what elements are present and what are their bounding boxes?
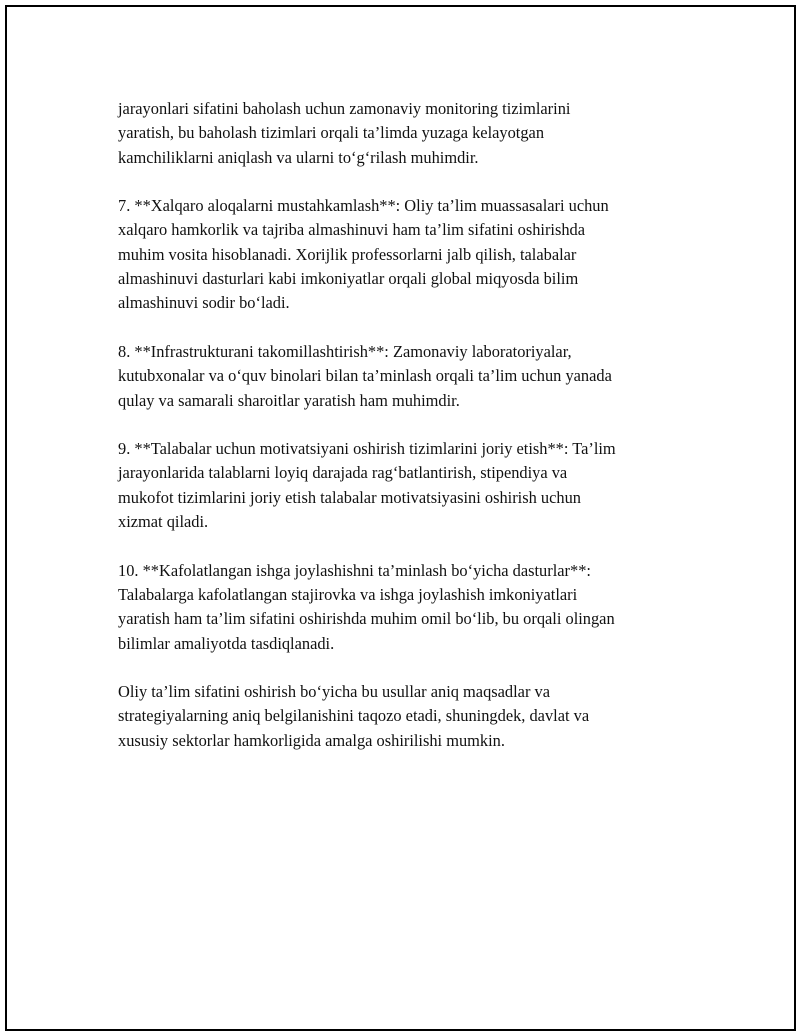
paragraph-item-7: 7. **Xalqaro aloqalarni mustahkamlash**: Oliy ta’lim muassasalari uchun xalqaro hamkorlik va tajriba almashinuvi ham ta’lim sifatini oshirishda muhim vosita hisoblanadi. Xorijlik professorlarni jalb qilish, talabalar almashinuvi dasturlari kabi imkoniyatlar orqali global miqyosda bilim almashinuvi sodir bo‘ladi.: [118, 196, 609, 313]
paragraph-item-9: 9. **Talabalar uchun motivatsiyani oshirish tizimlarini joriy etish**: Ta’lim jarayonlarida talablarni loyiq darajada rag‘batlantirish, stipendiya va mukofot tizimlarini joriy etish talabalar motivatsiyasini oshirish uchun xizmat qiladi.: [118, 439, 616, 532]
document-body: [118, 97, 698, 777]
paragraph-monitoring-continuation: jarayonlari sifatini baholash uchun zamonaviy monitoring tizimlarini yaratish, bu baholash tizimlari orqali ta’limda yuzaga kelayotgan kamchiliklarni aniqlash va ularni to‘g‘rilash muhimdir.: [118, 99, 571, 167]
paragraph-conclusion: Oliy ta’lim sifatini oshirish bo‘yicha bu usullar aniq maqsadlar va strategiyalarning aniq belgilanishini taqozo etadi, shuningdek, davlat va xususiy sektorlar hamkorligida amalga oshirilishi mumkin.: [118, 682, 590, 750]
paragraph-item-10: 10. **Kafolatlangan ishga joylashishni ta’minlash bo‘yicha dasturlar**: Talabalarga kafolatlangan stajirovka va ishga joylashish imkoniyatlari yaratish ham ta’lim sifatini oshirishda muhim omil bo‘lib, bu orqali olingan bilimlar amaliyotda tasdiqlanadi.: [118, 560, 615, 653]
paragraph-item-8: 8. **Infrastrukturani takomillashtirish**: Zamonaviy laboratoriyalar, kutubxonalar va o‘quv binolari bilan ta’minlash orqali ta’lim uchun yanada qulay va samarali sharoitlar yaratish ham muhimdir.: [118, 341, 612, 410]
page-frame: [5, 5, 796, 1031]
